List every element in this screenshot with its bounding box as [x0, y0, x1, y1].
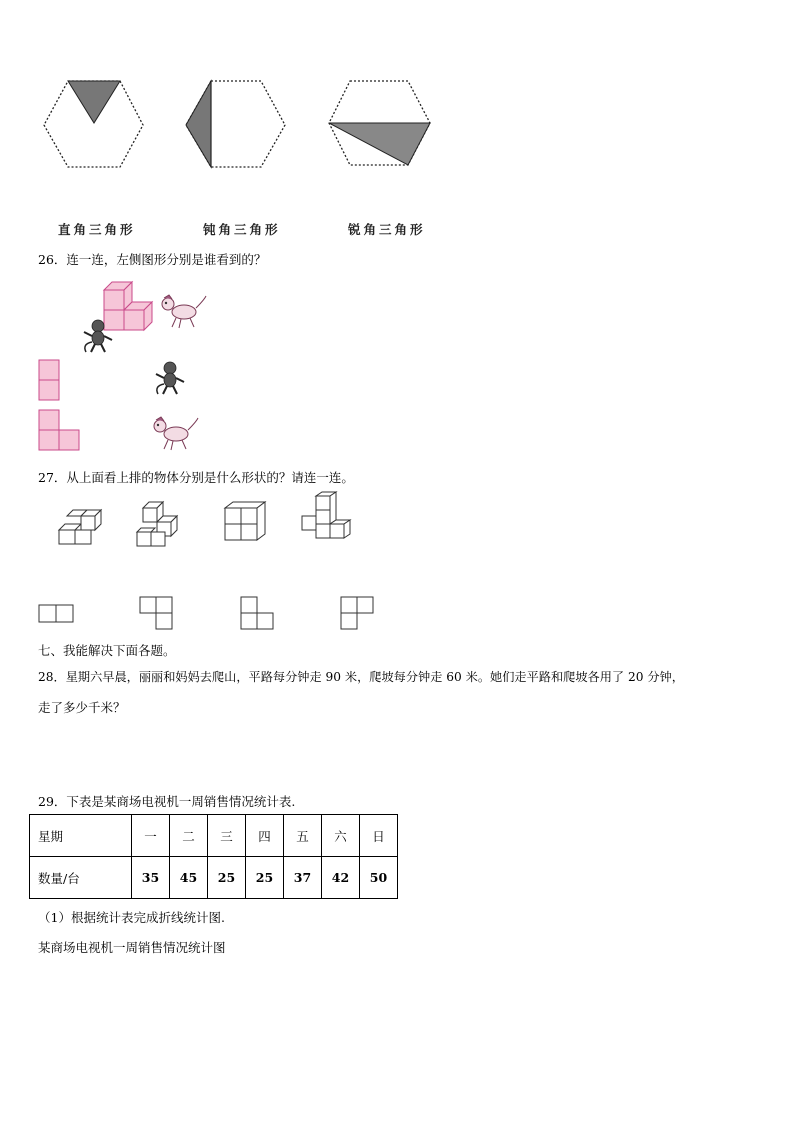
hexagon-label-right: 直角三角形	[58, 222, 136, 237]
table-cell-qty: 25	[208, 857, 246, 899]
cube-group-4	[300, 492, 356, 548]
table-cell-qty: 42	[322, 857, 360, 899]
hexagon-acute-triangle	[326, 75, 446, 175]
table-header-day: 星期	[30, 815, 132, 857]
table-cell-day: 六	[322, 815, 360, 857]
view-two-stacked	[38, 359, 62, 403]
question-28-line-2: 走了多少千米？	[38, 700, 126, 715]
table-cell-qty: 37	[284, 857, 322, 899]
table-cell-qty: 50	[360, 857, 398, 899]
sales-table	[29, 814, 398, 899]
table-cell-day: 三	[208, 815, 246, 857]
hexagon-obtuse-triangle	[182, 75, 302, 175]
question-29: 29．下表是某商场电视机一周销售情况统计表.	[38, 794, 296, 809]
cube-group-1	[57, 508, 107, 548]
table-cell-day: 日	[360, 815, 398, 857]
question-27: 27．从上面看上排的物体分别是什么形状的？请连一连。	[38, 470, 354, 485]
question-26: 26．连一连，左侧图形分别是谁看到的？	[38, 252, 267, 267]
hexagon-label-acute: 锐角三角形	[348, 222, 426, 237]
table-cell-qty: 45	[170, 857, 208, 899]
hexagon-right-triangle	[40, 75, 160, 175]
question-29-sub-1: （1）根据统计表完成折线统计图.	[38, 910, 225, 925]
table-cell-qty: 35	[132, 857, 170, 899]
view-l-shape	[38, 408, 84, 454]
top-view-4	[340, 596, 380, 636]
table-cell-day: 一	[132, 815, 170, 857]
table-cell-qty: 25	[246, 857, 284, 899]
table-cell-day: 二	[170, 815, 208, 857]
cube-group-2	[135, 500, 187, 550]
dog-icon	[150, 416, 202, 452]
chart-title: 某商场电视机一周销售情况统计图	[38, 940, 226, 955]
monkey-icon	[152, 360, 188, 396]
hexagon-label-obtuse: 钝角三角形	[203, 222, 281, 237]
dog-icon	[158, 294, 210, 330]
top-view-2	[139, 596, 179, 636]
monkey-icon	[80, 318, 116, 354]
top-view-3	[240, 596, 280, 636]
table-row-days	[30, 815, 398, 857]
table-cell-day: 五	[284, 815, 322, 857]
top-view-1	[38, 603, 78, 625]
table-row-quantities	[30, 857, 398, 899]
table-cell-day: 四	[246, 815, 284, 857]
question-28-line-1: 28．星期六早晨，丽丽和妈妈去爬山，平路每分钟走 90 米，爬坡每分钟走 60 米。她们走平路和爬坡各用了 20 分钟，	[38, 670, 684, 684]
table-header-qty: 数量/台	[30, 857, 132, 899]
cube-group-3	[221, 500, 271, 550]
section-7-title: 七、我能解决下面各题。	[38, 643, 176, 658]
